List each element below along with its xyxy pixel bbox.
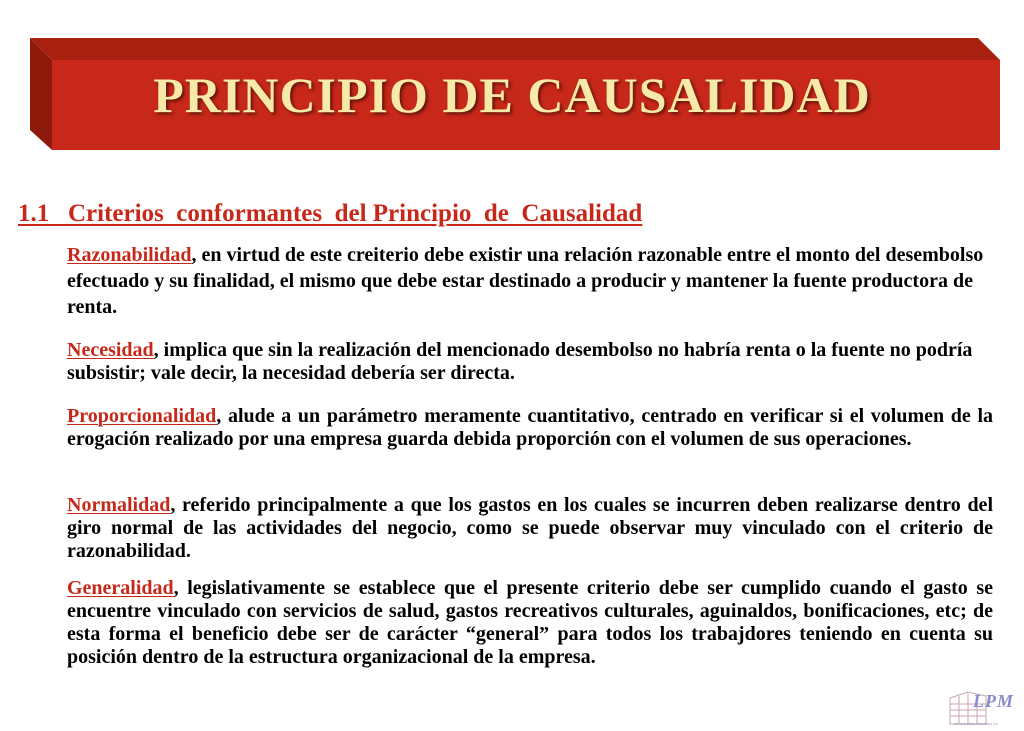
criterion-razonabilidad	[67, 242, 993, 320]
criterion-text: , legislativamente se establece que el presente criterio debe ser cumplido cuando el gasto se encuentre vinculado con servicios de salud, gastos recreativos culturales, aguinaldos, bonificaciones, etc; de esta forma el beneficio debe ser de carácter “general” para todos los trabajdores teniendo en cuenta su posición dentro de la estructura organizacional de la empresa.	[67, 577, 993, 668]
section-subtitle: 1.1 Criterios conformantes del Principio de Causalidad	[18, 200, 643, 227]
criterion-term: Necesidad	[67, 339, 154, 361]
criterion-text: , implica que sin la realización del mencionado desembolso no habría renta o la fuente no podría subsistir; vale decir, la necesidad debería ser directa.	[67, 339, 973, 384]
criterion-generalidad	[67, 577, 993, 669]
criterion-term: Normalidad	[67, 494, 171, 516]
criterion-term: Generalidad	[67, 577, 174, 599]
slide-title: PRINCIPIO DE CAUSALIDAD	[153, 67, 871, 123]
criterion-necesidad	[67, 339, 993, 385]
criterion-normalidad	[67, 494, 993, 563]
criterion-proporcionalidad	[67, 405, 993, 451]
criterion-text: , alude a un parámetro meramente cuantitativo, centrado en verificar si el volumen de la erogación realizado por una empresa guarda debida proporción con el volumen de sus operaciones.	[67, 405, 993, 450]
logo-caption: CONTADORES ASESORES S.A.	[954, 722, 999, 726]
criterion-text: , referido principalmente a que los gastos en los cuales se incurren deben realizarse dentro del giro normal de las actividades del negocio, como se puede observar muy vinculado con el criterio de razonabilidad.	[67, 494, 993, 562]
criterion-term: Razonabilidad	[67, 244, 192, 266]
company-logo	[946, 690, 1016, 726]
criterion-text: , en virtud de este creiterio debe existir una relación razonable entre el monto del desembolso efectuado y su finalidad, el mismo que debe estar destinado a producir y mantener la fuente productora de renta.	[67, 244, 984, 318]
criterion-term: Proporcionalidad	[67, 405, 217, 427]
logo-text: LPM	[973, 691, 1014, 711]
